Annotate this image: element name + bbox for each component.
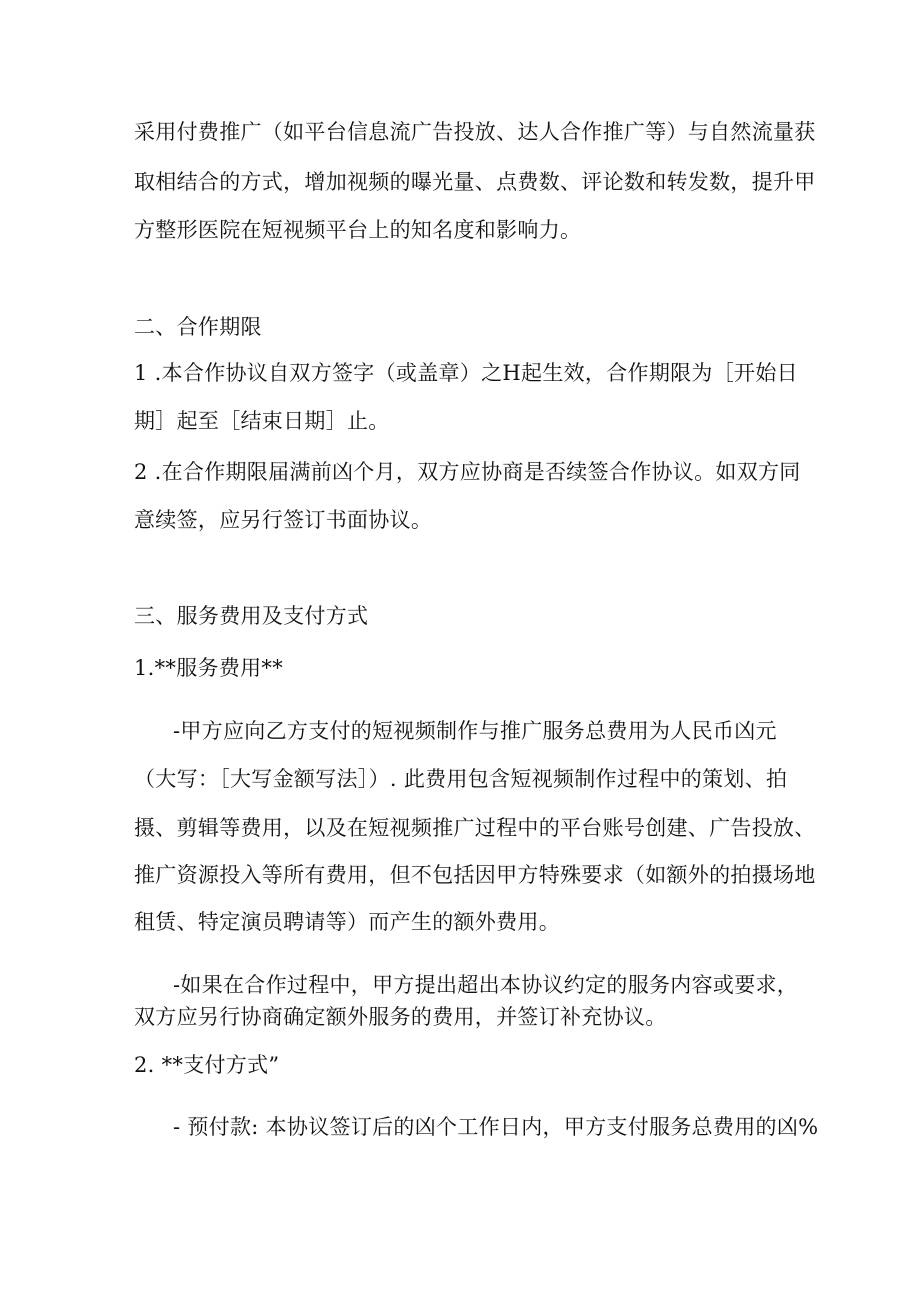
- subsection-heading-service-fee: 1.**服务费用**: [134, 656, 284, 680]
- section-heading-term: 二、合作期限: [134, 315, 262, 339]
- fee-paragraph-line: 租赁、特定演员聘请等）而产生的额外费用。: [134, 910, 560, 934]
- subsection-heading-payment: 2. **支付方式”: [134, 1053, 280, 1077]
- extra-fee-paragraph-line: -如果在合作过程中，甲方提出超出本协议约定的服务内容或要求，: [173, 973, 799, 997]
- fee-paragraph-line: 推广资源投入等所有费用，但不包括因甲方特殊要求（如额外的拍摄场地: [134, 863, 816, 887]
- clause-line: 2 .在合作期限届满前凶个月，双方应协商是否续签合作协议。如双方同: [134, 460, 801, 484]
- clause-line: 1 .本合作协议自双方签字（或盖章）之H起生效，合作期限为［开始日: [134, 361, 798, 385]
- fee-paragraph-line: 摄、剪辑等费用，以及在短视频推广过程中的平台账号创建、广告投放、: [134, 816, 816, 840]
- extra-fee-paragraph-line: 双方应另行协商确定额外服务的费用，并签订补充协议。: [134, 1005, 667, 1029]
- section-heading-fees: 三、服务费用及支付方式: [134, 604, 369, 628]
- clause-line: 期］起至［结束日期］止。: [134, 409, 390, 433]
- intro-line: 取相结合的方式，增加视频的曝光量、点费数、评论数和转发数，提升甲: [134, 170, 816, 194]
- intro-line: 采用付费推广（如平台信息流广告投放、达人合作推广等）与自然流量获: [134, 120, 816, 144]
- payment-paragraph-line: - 预付款: 本协议签订后的凶个工作日内，甲方支付服务总费用的凶%: [173, 1115, 819, 1139]
- fee-paragraph-line: -甲方应向乙方支付的短视频制作与推广服务总费用为人民币凶元: [173, 719, 777, 743]
- fee-paragraph-line: （大写：［大写金额写法］）. 此费用包含短视频制作过程中的策划、拍: [134, 767, 788, 791]
- intro-line: 方整形医院在短视频平台上的知名度和影响力。: [134, 218, 582, 242]
- clause-line: 意续签，应另行签订书面协议。: [134, 508, 433, 532]
